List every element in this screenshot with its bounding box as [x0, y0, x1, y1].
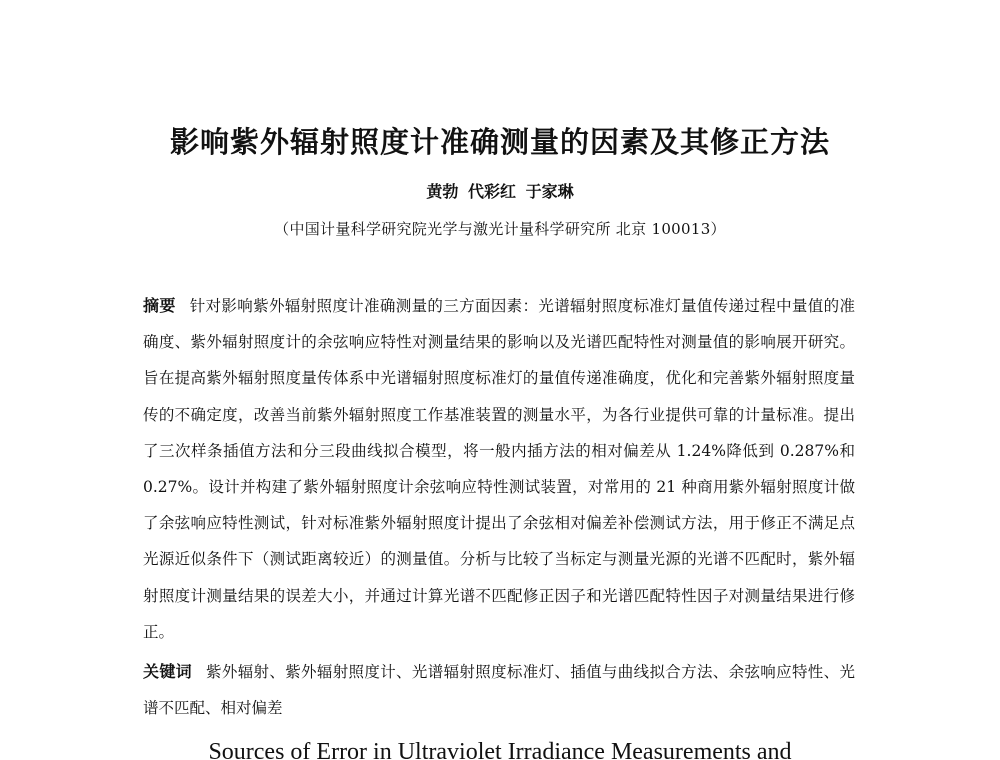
abstract-text: 针对影响紫外辐射照度计准确测量的三方面因素：光谱辐射照度标准灯量值传递过程中量值的准确度、紫外辐射照度计的余弦响应特性对测量结果的影响以及光谱匹配特性对测量值的影响展开研究。旨在提高紫外辐射照度量传体系中光谱辐射照度标准灯的量值传递准确度，优化和完善紫外辐射照度量传的不确定度，改善当前紫外辐射照度工作基准装置的测量水平，为各行业提供可靠的计量标准。提出了三次样条插值方法和分三段曲线拟合模型，将一般内插方法的相对偏差从 1.24%降低到 0.287%和 0.27%。设计并构建了紫外辐射照度计余弦响应特性测试装置，对常用的 21 种商用紫外辐射照度计做了余弦响应特性测试，针对标准紫外辐射照度计提出了余弦相对偏差补偿测试方法，用于修正不满足点光源近似条件下（测试距离较近）的测量值。分析与比较了当标定与测量光源的光谱不匹配时，紫外辐射照度计测量结果的误差大小，并通过计算光谱不匹配修正因子和光谱匹配特性因子对测量结果进行修正。: [143, 297, 855, 641]
paper-affiliation: （中国计量科学研究院光学与激光计量科学研究所 北京 100013）: [274, 220, 726, 238]
keywords-label: 关键词: [143, 662, 193, 681]
english-title: Sources of Error in Ultraviolet Irradiance Measurements and: [208, 739, 792, 760]
paper-authors: 黄勃 代彩红 于家琳: [426, 182, 574, 201]
abstract-section: [143, 288, 855, 650]
paper-title: 影响紫外辐射照度计准确测量的因素及其修正方法: [169, 125, 830, 159]
abstract-label: 摘要: [143, 296, 176, 315]
keywords-section: [143, 654, 855, 726]
keywords-text: 紫外辐射、紫外辐射照度计、光谱辐射照度标准灯、插值与曲线拟合方法、余弦响应特性、光谱不匹配、相对偏差: [143, 663, 855, 718]
